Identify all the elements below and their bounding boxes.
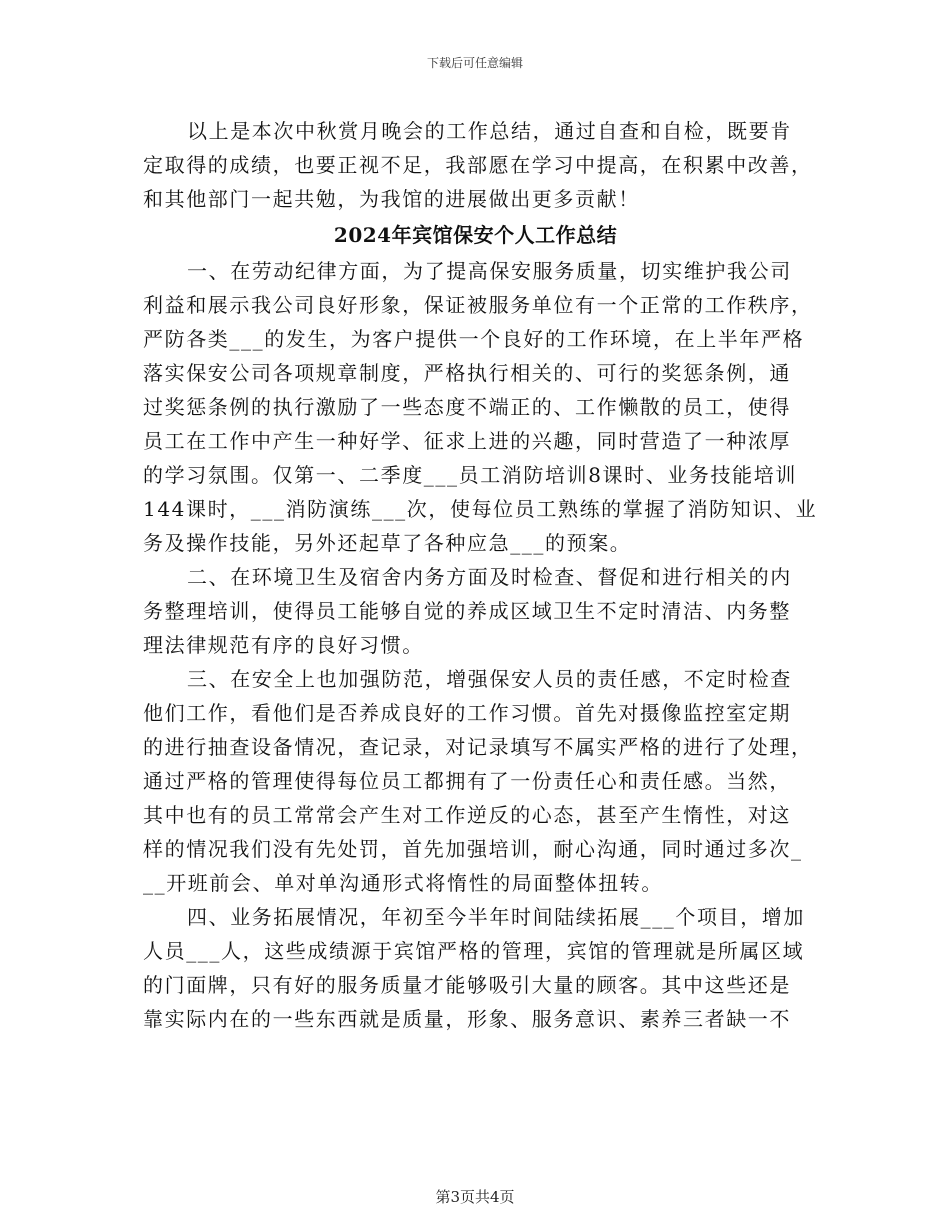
text-line: 理法律规范有序的良好习惯。 bbox=[143, 633, 424, 657]
text-line: 四、业务拓展情况，年初至今半年时间陆续拓展___个项目，增加 bbox=[187, 905, 805, 929]
text-line: 务整理培训，使得员工能够自觉的养成区域卫生不定时清洁、内务整 bbox=[143, 599, 791, 623]
page-number: 第3页共4页 bbox=[435, 1188, 515, 1206]
paragraph-1 bbox=[143, 254, 818, 560]
text-line: 其中也有的员工常常会产生对工作逆反的心态，甚至产生惰性，对这 bbox=[143, 803, 791, 827]
text-line: 以上是本次中秋赏月晚会的工作总结，通过自查和自检，既要肯 bbox=[187, 119, 792, 143]
text-line: 的门面牌，只有好的服务质量才能够吸引大量的顾客。其中这些还是 bbox=[143, 973, 791, 997]
text-line: 和其他部门一起共勉，为我馆的进展做出更多贡献！ bbox=[143, 187, 640, 211]
document-title: 2024年宾馆保安个人工作总结 bbox=[333, 223, 618, 247]
text-line: 严防各类___的发生，为客户提供一个良好的工作环境，在上半年严格 bbox=[143, 327, 805, 351]
intro-paragraph bbox=[143, 114, 813, 216]
text-line: 通过严格的管理使得每位员工都拥有了一份责任心和责任感。当然， bbox=[143, 769, 791, 793]
text-line: 人员___人，这些成绩源于宾馆严格的管理，宾馆的管理就是所属区域 bbox=[143, 939, 805, 963]
text-line: 利益和展示我公司良好形象，保证被服务单位有一个正常的工作秩序， bbox=[143, 293, 813, 317]
text-line: 靠实际内在的一些东西就是质量，形象、服务意识、素养三者缺一不 bbox=[143, 1007, 791, 1031]
text-line: 的进行抽查设备情况，查记录，对记录填写不属实严格的进行了处理， bbox=[143, 735, 813, 759]
paragraph-4 bbox=[143, 900, 808, 1036]
text-line: 144课时，___消防演练___次，使每位员工熟练的掌握了消防知识、业 bbox=[143, 497, 818, 521]
text-line: 二、在环境卫生及宿舍内务方面及时检查、督促和进行相关的内 bbox=[187, 565, 792, 589]
text-line: 一、在劳动纪律方面，为了提高保安服务质量，切实维护我公司 bbox=[187, 259, 792, 283]
text-line: 过奖惩条例的执行激励了一些态度不端正的、工作懒散的员工，使得 bbox=[143, 395, 791, 419]
text-line: 他们工作，看他们是否养成良好的工作习惯。首先对摄像监控室定期 bbox=[143, 701, 791, 725]
page-header: 下载后可任意编辑 bbox=[426, 56, 523, 70]
text-line: 定取得的成绩，也要正视不足，我部愿在学习中提高，在积累中改善， bbox=[143, 153, 813, 177]
text-line: 员工在工作中产生一种好学、征求上进的兴趣，同时营造了一种浓厚 bbox=[143, 429, 791, 453]
text-line: 落实保安公司各项规章制度，严格执行相关的、可行的奖惩条例，通 bbox=[143, 361, 791, 385]
document-body bbox=[143, 114, 818, 1036]
text-line: 的学习氛围。仅第一、二季度___员工消防培训8课时、业务技能培训 bbox=[143, 463, 797, 487]
text-line: 样的情况我们没有先处罚，首先加强培训，耐心沟通，同时通过多次_ bbox=[143, 837, 803, 861]
text-line: __开班前会、单对单沟通形式将惰性的局面整体扭转。 bbox=[143, 871, 663, 895]
paragraph-2 bbox=[143, 560, 808, 662]
text-line: 三、在安全上也加强防范，增强保安人员的责任感，不定时检查 bbox=[187, 667, 792, 691]
paragraph-3 bbox=[143, 662, 813, 900]
text-line: 务及操作技能，另外还起草了各种应急___的预案。 bbox=[143, 531, 632, 555]
